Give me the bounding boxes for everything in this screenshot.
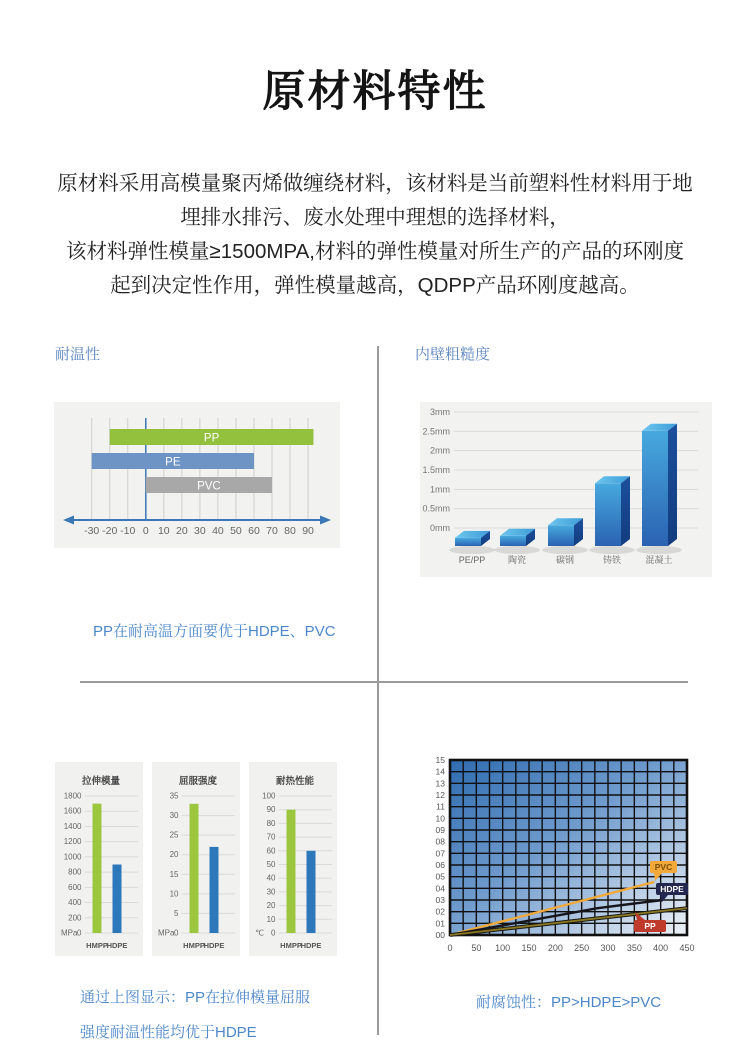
y-tick-label: 35: [169, 791, 179, 801]
y-tick-label: 04: [435, 883, 445, 894]
category-label: HDPE: [300, 941, 322, 950]
mini-bar-charts: [55, 762, 337, 956]
x-tick-label: 40: [212, 525, 224, 537]
bar-label: PVC: [197, 480, 221, 493]
mini-chart-panel-yield-strength: [152, 762, 240, 956]
y-tick-label: 0: [271, 928, 276, 938]
mini-chart-title: 屈服强度: [178, 776, 218, 787]
mini-chart-panel-tensile-modulus: [55, 762, 143, 956]
bar-shadow: [589, 546, 635, 554]
x-tick-label: -10: [120, 525, 136, 537]
y-tick-label: 5: [174, 908, 179, 918]
intro-line: 原材料采用高模量聚丙烯做缠绕材料，该材料是当前塑料性材料用于地: [57, 172, 693, 195]
bar-front-4: [642, 431, 668, 546]
bar-hmpp: [93, 804, 102, 933]
bar-hmpp: [287, 810, 296, 933]
bar-shadow: [449, 546, 495, 554]
section-heading-roughness: 内壁粗糙度: [415, 346, 491, 363]
heat-resistance-chart: [249, 762, 337, 956]
x-tick-label: 350: [626, 943, 642, 953]
x-tick-label: -20: [102, 525, 118, 537]
y-tick-label: 15: [169, 869, 179, 879]
bar-hmpp: [190, 804, 199, 933]
horizontal-divider: [80, 681, 688, 683]
y-tick-label: 11: [436, 801, 445, 812]
x-tick-label: 80: [284, 525, 296, 537]
bar-label: PP: [203, 432, 220, 445]
mini-chart-title: 拉伸模量: [81, 776, 121, 787]
y-tick-label: 200: [68, 913, 82, 923]
yield-strength-chart: [152, 762, 240, 956]
x-tick-label: 250: [574, 943, 590, 953]
x-tick-label: 150: [521, 943, 537, 953]
y-tick-label: 1400: [63, 821, 82, 831]
unit-label: MPa: [61, 928, 78, 938]
vertical-divider: [377, 346, 379, 1035]
y-tick-label: 1200: [63, 837, 82, 847]
y-tick-label: 50: [266, 860, 276, 869]
y-tick-label: 02: [435, 906, 445, 917]
axis-arrow-right: [320, 516, 331, 525]
y-tick-label: 0.5mm: [422, 503, 450, 514]
label-text-hdpe: HDPE: [660, 884, 684, 894]
intro-line: 起到决定性作用，弹性模量越高，QDPP产品环刚度越高。: [110, 274, 640, 297]
bar-hdpe: [307, 851, 316, 933]
bar-front-2: [548, 525, 574, 546]
y-tick-label: 60: [266, 846, 276, 856]
y-tick-label: 20: [266, 901, 276, 911]
x-tick-label: 90: [302, 525, 314, 537]
category-label: 混凝土: [645, 555, 673, 565]
inner-wall-roughness-chart: [420, 402, 712, 577]
x-tick-label: 50: [471, 943, 482, 953]
x-tick-label: 450: [679, 943, 695, 953]
mini-chart-panel-heat-resistance: [249, 762, 337, 956]
x-tick-label: 0: [447, 943, 453, 953]
y-tick-label: 80: [266, 818, 276, 828]
y-tick-label: 09: [435, 825, 445, 835]
y-tick-label: 70: [266, 832, 276, 842]
category-label: 碳钢: [555, 555, 575, 565]
category-label: HMPP: [183, 941, 205, 950]
category-label: HMPP: [280, 941, 302, 950]
y-tick-label: 2mm: [430, 445, 450, 456]
y-tick-label: 0: [174, 928, 179, 938]
y-tick-label: 800: [68, 867, 82, 877]
y-tick-label: 400: [68, 898, 82, 908]
temperature-chart-panel: [54, 402, 340, 548]
y-tick-label: 1.5mm: [422, 464, 450, 475]
y-tick-label: 03: [435, 895, 445, 905]
intro-paragraph: [28, 167, 722, 303]
x-tick-label: 60: [248, 525, 260, 537]
bar-front-3: [595, 483, 621, 546]
y-tick-label: 1000: [63, 852, 82, 862]
mini-chart-title: 耐热性能: [275, 776, 315, 787]
y-tick-label: 13: [435, 778, 445, 789]
tensile-modulus-chart: [55, 762, 143, 956]
bar-front-0: [455, 538, 481, 546]
y-tick-label: 10: [169, 889, 179, 899]
x-tick-label: 300: [600, 943, 616, 953]
y-tick-label: 30: [266, 887, 276, 897]
bar-shadow: [542, 546, 588, 554]
label-text-pp: PP: [644, 921, 656, 931]
y-tick-label: 3mm: [430, 406, 450, 417]
y-tick-label: 1800: [63, 791, 82, 801]
corrosion-caption: 耐腐蚀性：PP>HDPE>PVC: [476, 994, 662, 1011]
x-tick-label: 400: [653, 943, 669, 953]
corrosion-chart-wrap: [425, 750, 717, 966]
bar-side: [668, 424, 677, 546]
y-tick-label: 01: [435, 918, 445, 929]
x-tick-label: 100: [495, 943, 511, 953]
y-tick-label: 1600: [63, 806, 82, 816]
y-tick-label: 07: [435, 848, 445, 859]
mechanical-caption-line2: 强度耐温性能均优于HDPE: [80, 1024, 257, 1041]
x-tick-label: 200: [547, 943, 563, 953]
bar-side: [621, 476, 630, 546]
bar-shadow: [494, 546, 540, 554]
temperature-range-chart: [54, 402, 340, 548]
category-label: HDPE: [106, 941, 128, 950]
y-tick-label: 25: [169, 830, 179, 840]
x-tick-label: 20: [176, 525, 188, 537]
y-tick-label: 10: [435, 813, 445, 824]
bar-hdpe: [113, 865, 122, 934]
y-tick-label: 06: [435, 860, 445, 870]
label-text-pvc: PVC: [654, 862, 673, 872]
y-tick-label: 600: [68, 882, 82, 892]
x-tick-label: 0: [142, 525, 149, 537]
mechanical-caption-line1: 通过上图显示：PP在拉伸模量屈服: [80, 989, 311, 1006]
y-tick-label: 15: [435, 755, 445, 765]
y-tick-label: 40: [266, 873, 276, 883]
y-tick-label: 12: [435, 790, 445, 800]
intro-line: 埋排水排污、废水处理中理想的选择材料，: [180, 206, 570, 229]
bar-shadow: [636, 546, 682, 554]
x-tick-label: 30: [194, 525, 206, 537]
y-tick-label: 2.5mm: [422, 426, 450, 437]
bar-hdpe: [210, 847, 219, 933]
category-label: HDPE: [203, 941, 225, 950]
y-tick-label: 10: [266, 914, 276, 924]
temperature-caption: PP在耐高温方面要优于HDPE、PVC: [93, 623, 336, 640]
y-tick-label: 20: [169, 850, 179, 860]
axis-arrow-left: [63, 516, 74, 525]
intro-line: 该材料弹性模量≥1500MPA,材料的弹性模量对所生产的产品的环刚度: [66, 240, 684, 263]
y-tick-label: 1mm: [430, 484, 450, 495]
x-tick-label: -30: [84, 525, 100, 537]
x-tick-label: 10: [157, 525, 170, 537]
x-tick-label: 70: [266, 525, 278, 537]
category-label: 陶瓷: [507, 555, 527, 565]
y-tick-label: 0mm: [430, 523, 450, 533]
page-title: 原材料特性: [262, 68, 488, 116]
corrosion-resistance-chart: [425, 750, 717, 966]
category-label: 铸铁: [602, 555, 622, 565]
y-tick-label: 00: [435, 930, 445, 940]
y-tick-label: 08: [435, 836, 445, 847]
bar-front-1: [500, 536, 526, 546]
y-tick-label: 90: [266, 805, 276, 815]
y-tick-label: 100: [262, 791, 276, 801]
y-tick-label: 05: [435, 871, 445, 882]
y-tick-label: 0: [77, 928, 82, 938]
x-tick-label: 50: [230, 525, 242, 537]
roughness-chart-panel: [420, 402, 712, 577]
y-tick-label: 14: [435, 766, 445, 777]
unit-label: ℃: [255, 928, 264, 938]
bar-label: PE: [165, 456, 181, 469]
unit-label: MPa: [158, 928, 175, 938]
category-label: HMPP: [86, 941, 108, 950]
category-label: PE/PP: [458, 555, 486, 565]
y-tick-label: 30: [169, 811, 179, 821]
section-heading-temperature: 耐温性: [55, 346, 101, 363]
